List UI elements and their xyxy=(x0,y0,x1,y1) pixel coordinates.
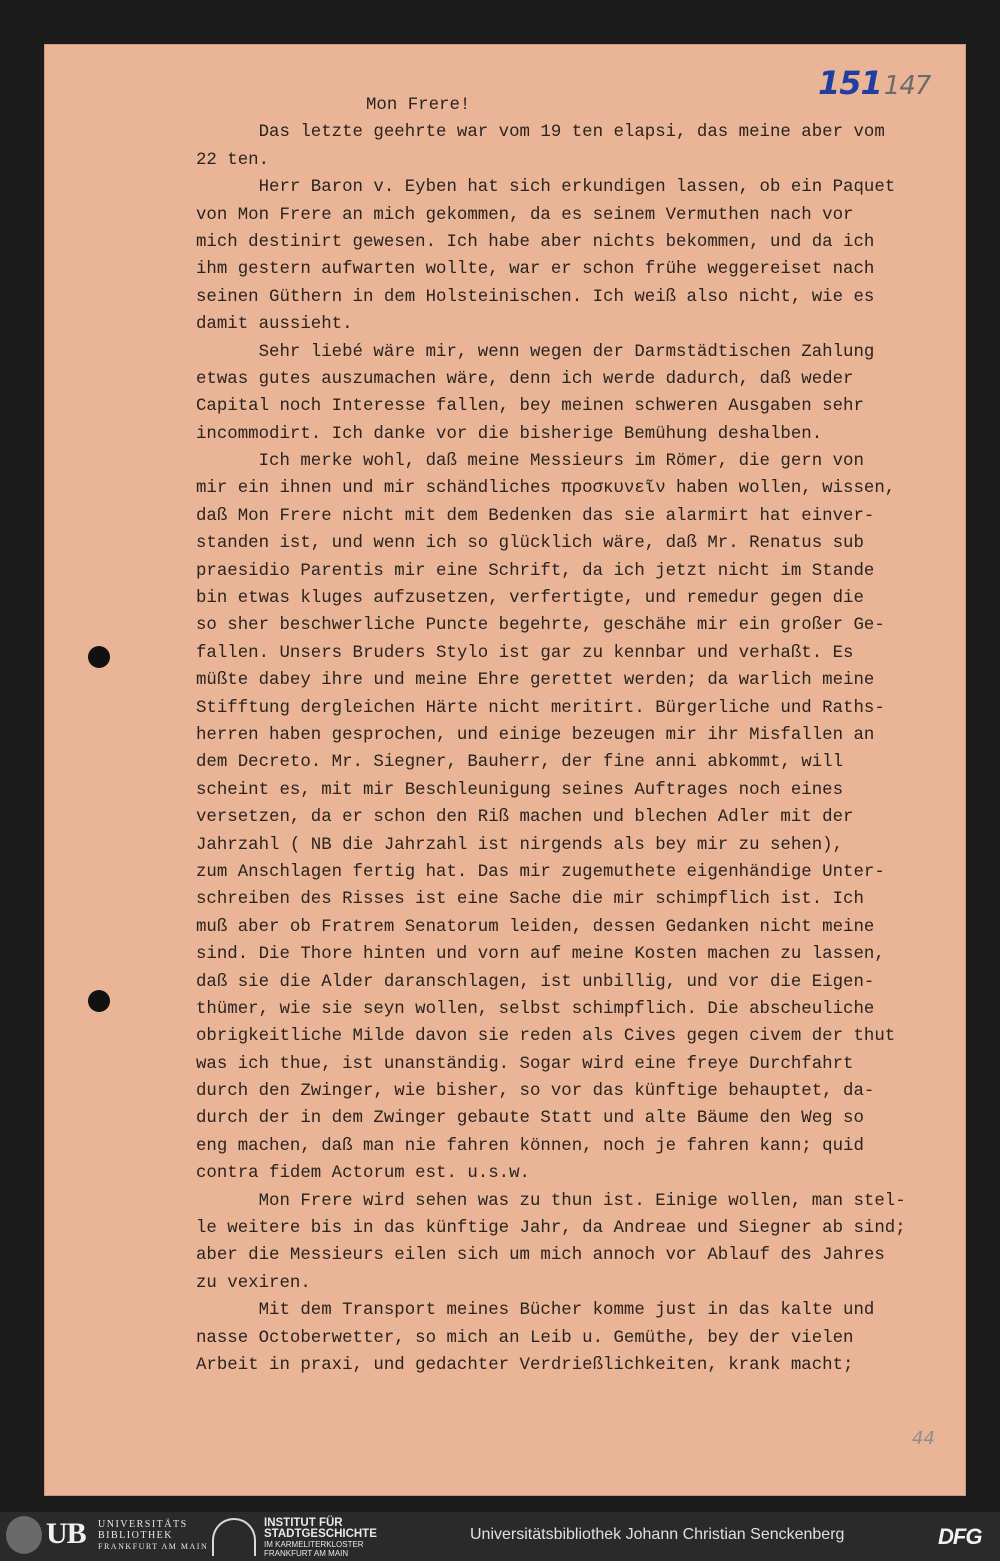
dfg-logo: DFG xyxy=(938,1524,982,1549)
text-line: sind. Die Thore hinten und vorn auf meine Kosten machen zu lassen, xyxy=(196,945,885,965)
text-line: Ich merke wohl, daß meine Messieurs im Römer, die gern von xyxy=(196,452,864,472)
letter-body xyxy=(196,92,966,1379)
text-line: zum Anschlagen fertig hat. Das mir zugemuthete eigenhändige Unter- xyxy=(196,862,885,882)
text-line: incommodirt. Ich danke vor die bisherige Bemühung deshalben. xyxy=(196,424,823,444)
ub-logo-mark: UB xyxy=(46,1517,86,1550)
text-line: eng machen, daß man nie fahren können, noch je fahren kann; quid xyxy=(196,1136,864,1156)
salutation-line: Mon Frere! xyxy=(366,96,471,115)
text-line: fallen. Unsers Bruders Stylo ist gar zu kennbar und verhaßt. Es xyxy=(196,643,854,663)
text-line: Das letzte geehrte war vom 19 ten elapsi, das meine aber vom xyxy=(196,123,885,143)
text-line: standen ist, und wenn ich so glücklich wäre, daß Mr. Renatus sub xyxy=(196,534,864,554)
footer-library-name: Universitätsbibliothek Johann Christian Senckenberg xyxy=(470,1526,845,1543)
text-line: so sher beschwerliche Puncte begehrte, geschähe mir ein großer Ge- xyxy=(196,616,885,636)
ub-logo-name xyxy=(98,1519,208,1552)
archive-number-current: 151 xyxy=(818,64,882,102)
text-line: Mon Frere wird sehen was zu thun ist. Einige wollen, man stel- xyxy=(196,1191,906,1211)
text-line: daß Mon Frere nicht mit dem Bedenken das sie alarmirt hat einver- xyxy=(196,506,875,526)
archive-number-old: 147 xyxy=(883,71,931,101)
text-line: Stifftung dergleichen Härte nicht meritirt. Bürgerliche und Raths- xyxy=(196,698,885,718)
isg-line1: INSTITUT FÜR xyxy=(264,1517,343,1529)
text-line: durch den Zwinger, wie bisher, so vor das künftige behauptet, da- xyxy=(196,1082,875,1102)
text-line: Herr Baron v. Eyben hat sich erkundigen lassen, ob ein Paquet xyxy=(196,178,896,198)
isg-arch-icon xyxy=(212,1518,256,1556)
text-line: obrigkeitliche Milde davon sie reden als Cives gegen civem der thut xyxy=(196,1027,896,1047)
text-line: von Mon Frere an mich gekommen, da es seinem Vermuthen nach vor xyxy=(196,205,854,225)
text-line: Mit dem Transport meines Bücher komme just in das kalte und xyxy=(196,1301,875,1321)
text-line: mir ein ihnen und mir schändliches προσκυνεῖν haben wollen, wissen, xyxy=(196,479,896,499)
text-line: daß sie die Alder daranschlagen, ist unbillig, und vor die Eigen- xyxy=(196,972,875,992)
text-line: herren haben gesprochen, und einige bezeugen mir ihr Misfallen an xyxy=(196,725,875,745)
text-line: Sehr liebé wäre mir, wenn wegen der Darmstädtischen Zahlung xyxy=(196,342,875,362)
text-line: versetzen, da er schon den Riß machen und blechen Adler mit der xyxy=(196,808,854,828)
text-line: Arbeit in praxi, und gedachter Verdrießlichkeiten, krank macht; xyxy=(196,1355,854,1375)
text-line: ihm gestern aufwarten wollte, war er schon frühe weggereiset nach xyxy=(196,260,875,280)
text-line: Jahrzahl ( NB die Jahrzahl ist nirgends als bey mir zu sehen), xyxy=(196,835,844,855)
ub-line3: FRANKFURT AM MAIN xyxy=(98,1542,209,1551)
text-line: scheint es, mit mir Beschleunigung seines Auftrages noch eines xyxy=(196,780,844,800)
ub-line2: BIBLIOTHEK xyxy=(98,1530,173,1541)
isg-line2: STADTGESCHICHTE xyxy=(264,1528,377,1540)
punch-hole-icon xyxy=(88,646,110,668)
page-mark: 44 xyxy=(912,1428,935,1449)
text-line: schreiben des Risses ist eine Sache die mir schimpflich ist. Ich xyxy=(196,890,864,910)
text-line: praesidio Parentis mir eine Schrift, da ich jetzt nicht im Stande xyxy=(196,561,875,581)
university-seal-icon xyxy=(6,1516,42,1554)
text-line: dem Decreto. Mr. Siegner, Bauherr, der fine anni abkommt, will xyxy=(196,753,844,773)
text-line: müßte dabey ihre und meine Ehre gerettet werden; da warlich meine xyxy=(196,671,875,691)
text-line: zu vexiren. xyxy=(196,1273,311,1293)
text-line: nasse Octoberwetter, so mich an Leib u. Gemüthe, bey der vielen xyxy=(196,1328,854,1348)
text-line: Capital noch Interesse fallen, bey meinen schweren Ausgaben sehr xyxy=(196,397,864,417)
text-line: damit aussieht. xyxy=(196,315,353,335)
text-line: 22 ten. xyxy=(196,150,270,170)
text-line: mich destinirt gewesen. Ich habe aber nichts bekommen, und da ich xyxy=(196,232,875,252)
text-line: seinen Güthern in dem Holsteinischen. Ich weiß also nicht, wie es xyxy=(196,287,875,307)
punch-hole-icon xyxy=(88,990,110,1012)
ub-line1: UNIVERSITÄTS xyxy=(98,1519,188,1530)
text-line: contra fidem Actorum est. u.s.w. xyxy=(196,1164,530,1184)
isg-line4: FRANKFURT AM MAIN xyxy=(264,1549,349,1558)
text-line: aber die Messieurs eilen sich um mich annoch vor Ablauf des Jahres xyxy=(196,1246,885,1266)
text-line: durch der in dem Zwinger gebaute Statt und alte Bäume den Weg so xyxy=(196,1109,864,1129)
text-line: was ich thue, ist unanständig. Sogar wird eine freye Durchfahrt xyxy=(196,1054,854,1074)
footer-bar xyxy=(0,1512,1000,1561)
isg-logo-name xyxy=(264,1518,377,1558)
text-line: le weitere bis in das künftige Jahr, da Andreae und Siegner ab sind; xyxy=(196,1219,906,1239)
isg-line3: IM KARMELITERKLOSTER xyxy=(264,1540,364,1549)
text-line: muß aber ob Fratrem Senatorum leiden, dessen Gedanken nicht meine xyxy=(196,917,875,937)
text-line: etwas gutes auszumachen wäre, denn ich werde dadurch, daß weder xyxy=(196,369,854,389)
text-line: bin etwas kluges aufzusetzen, verfertigte, und remedur gegen die xyxy=(196,589,864,609)
text-line: thümer, wie sie seyn wollen, selbst schimpflich. Die abscheuliche xyxy=(196,999,875,1019)
